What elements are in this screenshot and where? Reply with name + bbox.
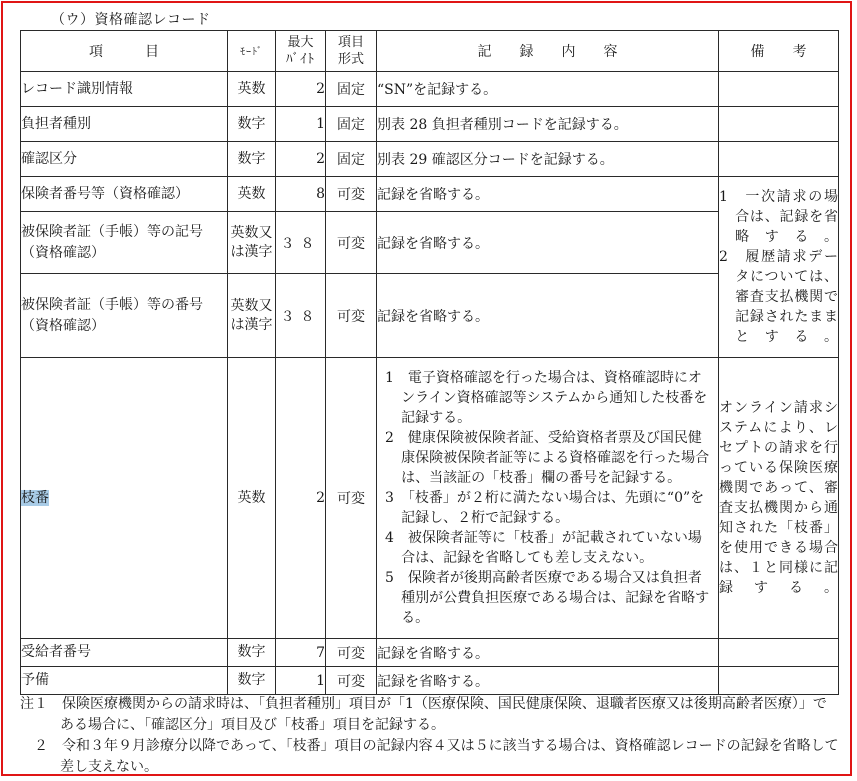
content-cell: 記録を省略する。 (377, 667, 719, 695)
remark-note-2: 2 履歴請求データについては、審査支払機関で記録されたままとする。 (719, 249, 838, 345)
content-list-item: 5 保険者が後期高齢者医療である場合又は負担者種別が公費負担医療である場合は、記録を省略する。 (385, 570, 710, 626)
selected-text[interactable]: 枝番 (21, 489, 49, 506)
table-row (21, 274, 839, 358)
header-mode: ﾓｰﾄﾞ (228, 31, 276, 72)
item-cell: 確認区分 (21, 142, 228, 177)
format-cell: 可変 (326, 177, 377, 212)
bytes-cell: ３８ (276, 274, 326, 358)
table-row (21, 177, 839, 212)
content-list-item: 2 健康保険被保険者証、受給資格者票及び国民健康保険被保険者証等による資格確認を行った場合は、当該証の「枝番」欄の番号を記録する。 (385, 430, 710, 486)
format-cell: 可変 (326, 212, 377, 274)
item-cell: 被保険者証（手帳）等の番号（資格確認） (21, 274, 228, 358)
note-1: 注１ 保険医療機関からの請求時は、「負担者種別」項目が「1（医療保険、国民健康保険、退職者医療又は後期高齢者医療）」である場合に、「確認区分」項目及び「枝番」項目を記録する。 (20, 696, 827, 733)
remarks-cell (719, 667, 839, 695)
content-cell: 別表 29 確認区分コードを記録する。 (377, 142, 719, 177)
bytes-cell: ３８ (276, 212, 326, 274)
content-list-cell (377, 358, 719, 639)
item-cell: 保険者番号等（資格確認） (21, 177, 228, 212)
table-row (21, 72, 839, 107)
item-cell (21, 358, 228, 639)
item-cell: レコード識別情報 (21, 72, 228, 107)
notes (20, 694, 840, 776)
header-content: 記 録 内 容 (377, 31, 719, 72)
item-cell: 負担者種別 (21, 107, 228, 142)
remarks-cell (719, 358, 839, 639)
note-2: ２ 令和３年９月診療分以降であって、「枝番」項目の記録内容４又は５に該当する場合は、資格確認レコードの記録を省略して差し支えない。 (20, 738, 839, 775)
remarks-cell (719, 72, 839, 107)
format-cell: 可変 (326, 274, 377, 358)
header-item: 項 目 (21, 31, 228, 72)
remarks-group-cell (719, 177, 839, 358)
format-cell: 固定 (326, 107, 377, 142)
remarks-cell (719, 142, 839, 177)
content-list-item: 3 「枝番」が２桁に満たない場合は、先頭に“0”を記録し、２桁で記録する。 (385, 490, 705, 526)
table-row (21, 639, 839, 667)
bytes-cell: 2 (276, 72, 326, 107)
content-cell: 記録を省略する。 (377, 212, 719, 274)
format-cell: 可変 (326, 639, 377, 667)
content-cell: 記録を省略する。 (377, 177, 719, 212)
item-cell: 受給者番号 (21, 639, 228, 667)
mode-cell: 英数 (228, 177, 276, 212)
mode-cell: 数字 (228, 142, 276, 177)
table-row (21, 142, 839, 177)
content-cell: “SN”を記録する。 (377, 72, 719, 107)
remarks-cell (719, 107, 839, 142)
remark-note-1: 1 一次請求の場合は、記録を省略する。 (719, 189, 838, 245)
table-row (21, 667, 839, 695)
bytes-cell: 1 (276, 667, 326, 695)
bytes-cell: 7 (276, 639, 326, 667)
header-max-bytes: 最大 ﾊﾞｲﾄ (276, 31, 326, 72)
mode-cell: 数字 (228, 667, 276, 695)
header-format: 項目 形式 (326, 31, 377, 72)
content-cell: 記録を省略する。 (377, 639, 719, 667)
format-cell: 固定 (326, 72, 377, 107)
mode-cell: 英数又は漢字 (228, 212, 276, 274)
mode-cell: 数字 (228, 107, 276, 142)
mode-cell: 英数 (228, 72, 276, 107)
remarks-cell (719, 639, 839, 667)
content-list-item: 1 電子資格確認を行った場合は、資格確認時にオンライン資格確認等システムから通知した枝番を記録する。 (385, 370, 708, 426)
format-cell: 固定 (326, 142, 377, 177)
content-cell: 別表 28 負担者種別コードを記録する。 (377, 107, 719, 142)
bytes-cell: 1 (276, 107, 326, 142)
table-row (21, 212, 839, 274)
remark-text: オンライン請求システムにより、レセプトの請求を行っている保険医療機関であって、審査支払機関から通知された「枝番」を使用できる場合は、１と同様に記録する。 (719, 400, 838, 596)
page-frame (1, 1, 852, 776)
item-cell: 予備 (21, 667, 228, 695)
format-cell: 可変 (326, 358, 377, 639)
mode-cell: 数字 (228, 639, 276, 667)
format-cell: 可変 (326, 667, 377, 695)
header-row (21, 31, 839, 72)
mode-cell: 英数又は漢字 (228, 274, 276, 358)
content-list-item: 4 被保険者証等に「枝番」が記載されていない場合は、記録を省略しても差し支えない。 (385, 530, 702, 566)
item-cell: 被保険者証（手帳）等の記号（資格確認） (21, 212, 228, 274)
section-title: （ウ）資格確認レコード (51, 12, 211, 28)
record-table (20, 30, 839, 695)
header-remarks: 備 考 (719, 31, 839, 72)
table-row (21, 107, 839, 142)
bytes-cell: 2 (276, 142, 326, 177)
bytes-cell: 8 (276, 177, 326, 212)
mode-cell: 英数 (228, 358, 276, 639)
table-row (21, 358, 839, 639)
bytes-cell: 2 (276, 358, 326, 639)
content-cell: 記録を省略する。 (377, 274, 719, 358)
